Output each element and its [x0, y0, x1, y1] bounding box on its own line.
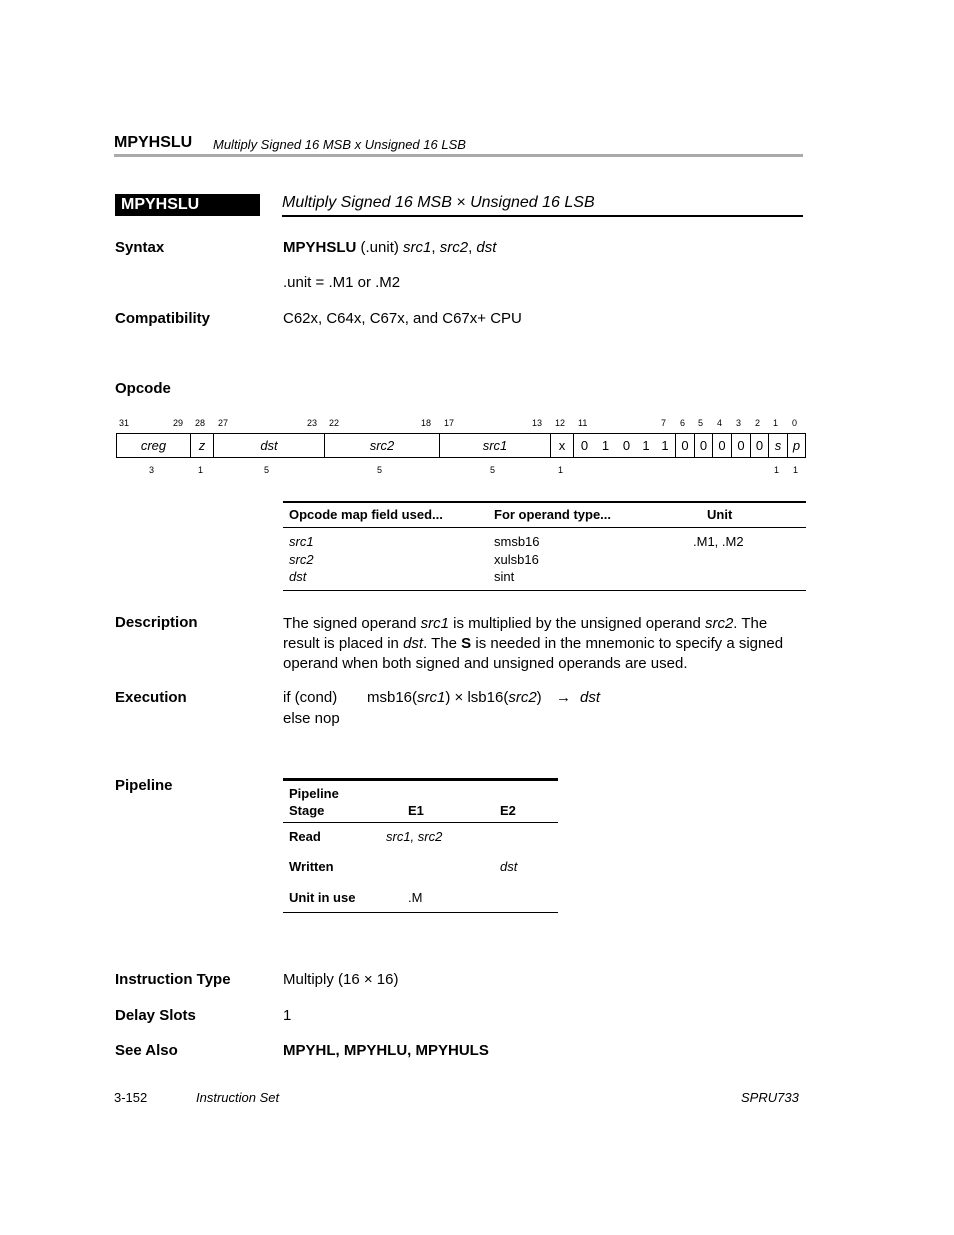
field-width: 5	[377, 465, 383, 475]
field-width: 1	[774, 465, 780, 475]
opcode-field-p: p	[787, 434, 805, 457]
description-part: . The result is placed in	[283, 615, 772, 652]
field-width: 5	[264, 465, 270, 475]
operand-type-src1: smsb16	[494, 534, 540, 549]
execution-cond: if (cond)	[283, 689, 338, 706]
bit-number: 0	[792, 418, 798, 428]
syntax-sep2: ,	[468, 239, 477, 256]
pipeline-read-e1: src1, src2	[386, 829, 443, 844]
opcode-label: Opcode	[115, 380, 171, 397]
opcode-field-src1: src1	[439, 434, 550, 457]
operand-header-unit: Unit	[707, 507, 733, 522]
operand-header-field: Opcode map field used...	[289, 507, 443, 522]
opcode-bit: 0	[622, 438, 631, 453]
description-part: . The	[423, 635, 462, 652]
opcode-field-dst: dst	[213, 434, 324, 457]
syntax-unit: (.unit)	[356, 239, 404, 256]
see-also-value: MPYHL, MPYHLU, MPYHULS	[283, 1042, 489, 1059]
header-rule	[114, 154, 803, 157]
instruction-type-value: Multiply (16 × 16)	[283, 971, 399, 988]
instruction-type-label: Instruction Type	[115, 971, 231, 988]
opcode-field-row	[116, 433, 806, 458]
pipeline-written-e2: dst	[500, 859, 518, 874]
description-label: Description	[115, 614, 198, 631]
opcode-bit: 1	[601, 438, 610, 453]
execution-part: ) × lsb16(	[445, 689, 509, 706]
bit-number: 23	[307, 418, 318, 428]
description-part: is needed in the mnemonic to specify a signed operand when both signed and unsigned operands are used.	[283, 635, 788, 672]
opcode-bit: 0	[675, 434, 694, 457]
opcode-bit: 0	[712, 434, 731, 457]
description-dst: dst	[403, 635, 424, 652]
syntax-unit-line: .unit = .M1 or .M2	[283, 274, 401, 291]
bit-number: 22	[329, 418, 340, 428]
opcode-field-creg: creg	[140, 438, 167, 453]
instruction-title: Multiply Signed 16 MSB × Unsigned 16 LSB	[282, 194, 595, 211]
opcode-bit: 0	[731, 434, 750, 457]
bit-number: 1	[773, 418, 779, 428]
bit-number: 17	[444, 418, 455, 428]
execution-dst: dst	[580, 689, 601, 706]
execution-src1: src1	[417, 689, 446, 706]
footer-section: Instruction Set	[196, 1090, 280, 1105]
description-part: The signed operand	[283, 615, 421, 632]
compatibility-label: Compatibility	[115, 310, 211, 327]
opcode-field-s: s	[768, 434, 787, 457]
opcode-bit: 0	[750, 434, 768, 457]
opcode-bit: 1	[642, 438, 650, 453]
bit-number: 29	[173, 418, 184, 428]
pipeline-unit-e1: .M	[408, 890, 423, 905]
instruction-title-rule	[282, 215, 803, 217]
syntax-mnemonic: MPYHSLU	[283, 239, 357, 256]
bit-number: 28	[195, 418, 206, 428]
opcode-bit: 0	[573, 434, 595, 457]
pipeline-label: Pipeline	[115, 777, 173, 794]
field-width: 1	[558, 465, 564, 475]
opcode-bit: 1	[661, 438, 669, 453]
field-width: 1	[198, 465, 204, 475]
footer-doc-id: SPRU733	[741, 1090, 799, 1105]
operand-table-body	[283, 528, 806, 590]
operand-field-src1: src1	[289, 534, 314, 549]
execution-src2: src2	[508, 689, 537, 706]
execution-label: Execution	[115, 689, 187, 706]
pipeline-header-stage-2: Stage	[289, 803, 325, 818]
operand-table	[283, 501, 806, 591]
operand-header-type: For operand type...	[494, 507, 612, 522]
running-header-title: Multiply Signed 16 MSB x Unsigned 16 LSB	[213, 137, 466, 152]
pipeline-header-stage-1: Pipeline	[289, 786, 339, 801]
bit-number: 3	[736, 418, 742, 428]
bit-number: 27	[218, 418, 229, 428]
bit-number: 18	[421, 418, 432, 428]
bit-number: 31	[119, 418, 130, 428]
operand-table-header	[283, 503, 806, 527]
field-width: 3	[149, 465, 155, 475]
execution-else: else nop	[283, 710, 340, 727]
delay-slots-label: Delay Slots	[115, 1007, 196, 1024]
pipeline-header-e2: E2	[500, 803, 516, 818]
opcode-field-src2: src2	[324, 434, 439, 457]
description-part: is multiplied by the unsigned operand	[448, 615, 705, 632]
description-src1: src1	[420, 615, 449, 632]
bit-number: 13	[532, 418, 543, 428]
bit-number: 2	[755, 418, 761, 428]
bit-number: 4	[717, 418, 723, 428]
pipeline-stage-read: Read	[289, 829, 321, 844]
pipeline-body	[283, 823, 558, 912]
bit-number: 6	[680, 418, 686, 428]
running-header-mnemonic: MPYHSLU	[114, 134, 193, 151]
operand-unit: .M1, .M2	[693, 534, 744, 549]
opcode-field-z: z	[190, 434, 213, 457]
bit-number: 5	[698, 418, 704, 428]
syntax-line	[283, 239, 496, 256]
delay-slots-value: 1	[283, 1007, 292, 1024]
pipeline-header-e1: E1	[408, 803, 424, 818]
operand-field-src2: src2	[289, 552, 314, 567]
operand-type-dst: sint	[494, 569, 515, 584]
description-text	[283, 614, 806, 674]
field-width: 1	[793, 465, 799, 475]
see-also-label: See Also	[115, 1042, 178, 1059]
pipeline-stage-written: Written	[289, 859, 334, 874]
description-src2: src2	[704, 615, 734, 632]
operand-type-src2: xulsb16	[494, 552, 539, 567]
syntax-src1: src1	[403, 239, 432, 256]
opcode-field-x: x	[550, 434, 573, 457]
execution-arrow: →	[556, 689, 571, 706]
bit-number: 12	[555, 418, 566, 428]
execution-expression	[367, 689, 542, 706]
operand-field-dst: dst	[289, 569, 307, 584]
pipeline-stage-unit: Unit in use	[289, 890, 356, 905]
footer-page-number: 3-152	[114, 1090, 148, 1105]
execution-part: )	[536, 689, 542, 706]
syntax-sep1: ,	[431, 239, 440, 256]
compatibility-value: C62x, C64x, C67x, and C67x+ CPU	[283, 310, 522, 327]
execution-part: msb16(	[367, 689, 418, 706]
syntax-label: Syntax	[115, 239, 165, 256]
pipeline-header	[283, 781, 558, 822]
field-width: 5	[490, 465, 496, 475]
bit-number: 7	[661, 418, 667, 428]
pipeline-table	[283, 778, 558, 913]
instruction-name-box: MPYHSLU	[115, 194, 260, 216]
syntax-src2: src2	[439, 239, 469, 256]
syntax-dst: dst	[476, 239, 497, 256]
description-s: S	[461, 635, 472, 652]
bit-number: 11	[578, 418, 588, 428]
opcode-bit: 0	[694, 434, 712, 457]
